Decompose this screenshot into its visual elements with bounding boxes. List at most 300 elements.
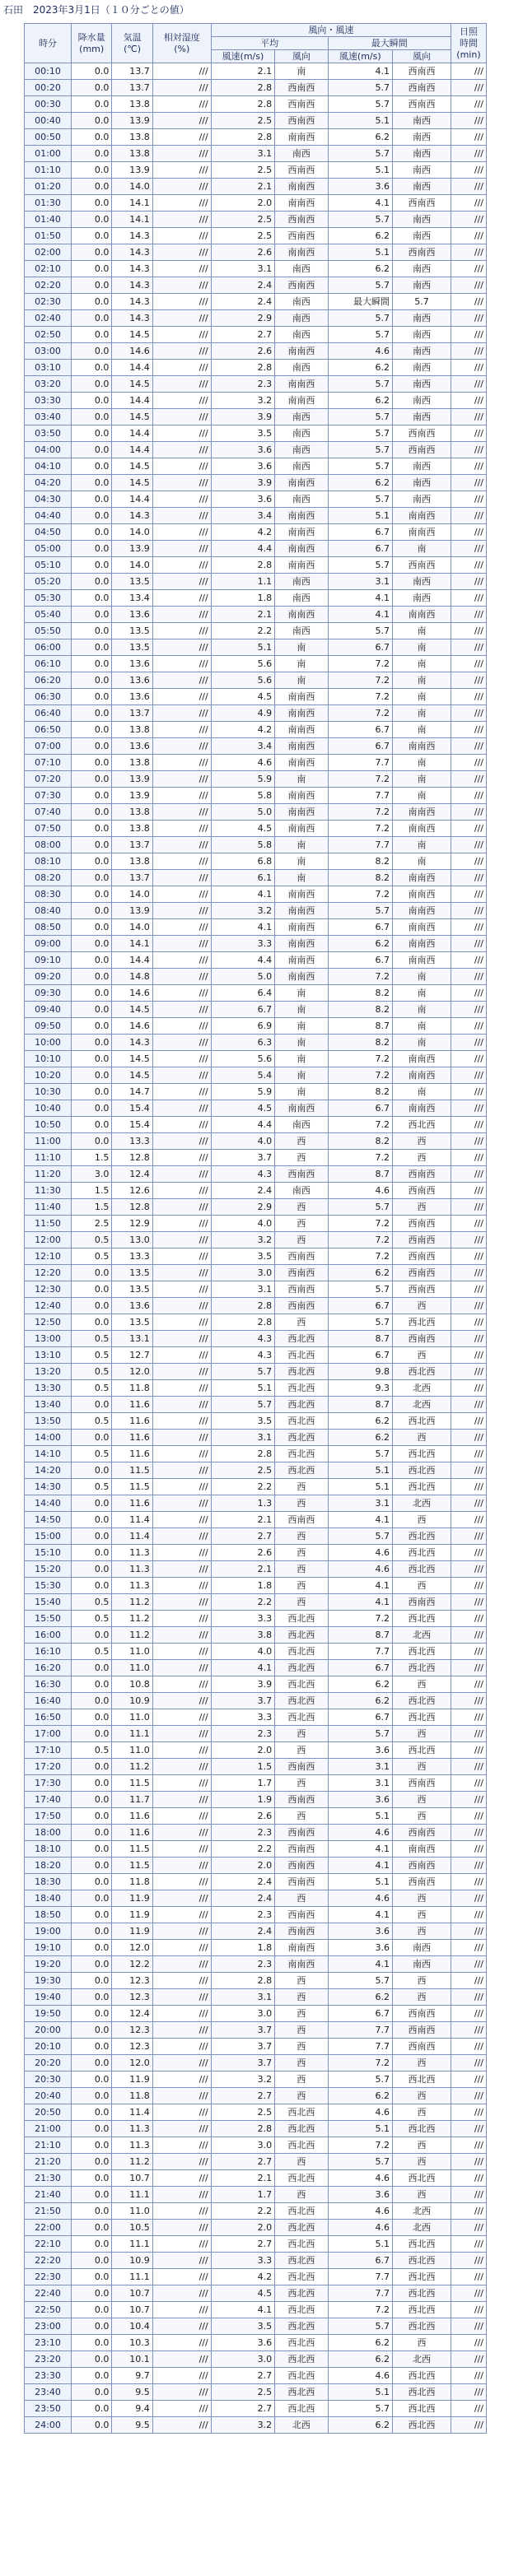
cell-time: 21:30 bbox=[25, 2170, 72, 2187]
cell-max-speed: 8.2 bbox=[328, 985, 392, 1002]
cell-precip: 0.0 bbox=[71, 738, 111, 755]
cell-avg-speed: 2.0 bbox=[211, 1858, 274, 1874]
cell-humidity: /// bbox=[152, 1314, 211, 1331]
cell-avg-dir: 南 bbox=[275, 1051, 328, 1067]
cell-avg-dir: 西南西 bbox=[275, 1281, 328, 1298]
cell-max-dir: 南南西 bbox=[393, 936, 451, 952]
cell-humidity: /// bbox=[152, 1825, 211, 1841]
cell-avg-speed: 2.6 bbox=[211, 244, 274, 261]
cell-max-dir: 南西 bbox=[393, 1956, 451, 1973]
cell-humidity: /// bbox=[152, 1627, 211, 1644]
cell-max-dir: 北西 bbox=[393, 1380, 451, 1397]
cell-max-speed: 8.7 bbox=[328, 1397, 392, 1413]
table-row bbox=[25, 1561, 487, 1578]
cell-time: 16:40 bbox=[25, 1693, 72, 1709]
cell-avg-dir: 西北西 bbox=[275, 1627, 328, 1644]
cell-temp: 11.2 bbox=[112, 1627, 152, 1644]
cell-avg-dir: 西北西 bbox=[275, 1446, 328, 1462]
cell-avg-dir: 西北西 bbox=[275, 1644, 328, 1660]
cell-max-dir: 南西 bbox=[393, 475, 451, 491]
cell-sunshine: /// bbox=[451, 113, 486, 129]
cell-precip: 0.5 bbox=[71, 1364, 111, 1380]
cell-max-speed: 4.1 bbox=[328, 63, 392, 80]
cell-max-dir: 西南西 bbox=[393, 1594, 451, 1611]
table-row bbox=[25, 343, 487, 360]
cell-sunshine: /// bbox=[451, 557, 486, 574]
cell-avg-dir: 西南西 bbox=[275, 80, 328, 96]
cell-time: 13:00 bbox=[25, 1331, 72, 1347]
cell-temp: 12.4 bbox=[112, 1166, 152, 1183]
cell-humidity: /// bbox=[152, 821, 211, 837]
cell-humidity: /// bbox=[152, 1792, 211, 1808]
cell-humidity: /// bbox=[152, 1973, 211, 1989]
cell-sunshine: /// bbox=[451, 1759, 486, 1775]
table-row bbox=[25, 2154, 487, 2170]
cell-avg-speed: 2.8 bbox=[211, 2121, 274, 2137]
cell-max-dir: 北西 bbox=[393, 2220, 451, 2236]
cell-humidity: /// bbox=[152, 2006, 211, 2022]
cell-precip: 0.0 bbox=[71, 212, 111, 228]
cell-max-dir: 南西 bbox=[393, 277, 451, 294]
cell-avg-dir: 南 bbox=[275, 1018, 328, 1035]
cell-time: 18:50 bbox=[25, 1907, 72, 1923]
cell-avg-speed: 6.3 bbox=[211, 1035, 274, 1051]
cell-sunshine: /// bbox=[451, 1594, 486, 1611]
cell-avg-dir: 西南西 bbox=[275, 1858, 328, 1874]
cell-precip: 0.0 bbox=[71, 969, 111, 985]
cell-time: 19:20 bbox=[25, 1956, 72, 1973]
cell-avg-speed: 4.3 bbox=[211, 1347, 274, 1364]
cell-precip: 0.0 bbox=[71, 2055, 111, 2071]
cell-avg-dir: 南 bbox=[275, 853, 328, 870]
table-row bbox=[25, 2384, 487, 2401]
cell-max-speed: 5.7 bbox=[328, 2154, 392, 2170]
cell-sunshine: /// bbox=[451, 1133, 486, 1150]
cell-humidity: /// bbox=[152, 179, 211, 195]
cell-temp: 11.3 bbox=[112, 2121, 152, 2137]
cell-humidity: /// bbox=[152, 409, 211, 425]
cell-max-dir: 西 bbox=[393, 1907, 451, 1923]
cell-max-speed: 6.2 bbox=[328, 936, 392, 952]
cell-avg-dir: 西 bbox=[275, 1808, 328, 1825]
cell-avg-speed: 3.3 bbox=[211, 936, 274, 952]
cell-sunshine: /// bbox=[451, 442, 486, 458]
cell-avg-speed: 4.0 bbox=[211, 1644, 274, 1660]
cell-precip: 0.0 bbox=[71, 1512, 111, 1528]
cell-temp: 13.3 bbox=[112, 1133, 152, 1150]
cell-sunshine: /// bbox=[451, 1940, 486, 1956]
cell-precip: 0.0 bbox=[71, 541, 111, 557]
table-row bbox=[25, 524, 487, 541]
cell-max-speed: 4.6 bbox=[328, 1561, 392, 1578]
cell-avg-dir: 西 bbox=[275, 2071, 328, 2088]
cell-avg-speed: 5.7 bbox=[211, 1397, 274, 1413]
cell-time: 15:50 bbox=[25, 1611, 72, 1627]
cell-max-dir: 南西 bbox=[393, 491, 451, 508]
cell-avg-dir: 南南西 bbox=[275, 804, 328, 821]
cell-humidity: /// bbox=[152, 2220, 211, 2236]
cell-avg-speed: 1.5 bbox=[211, 1759, 274, 1775]
cell-sunshine: /// bbox=[451, 1347, 486, 1364]
cell-temp: 12.2 bbox=[112, 1956, 152, 1973]
cell-avg-speed: 3.1 bbox=[211, 1989, 274, 2006]
cell-avg-speed: 2.2 bbox=[211, 1594, 274, 1611]
cell-temp: 11.6 bbox=[112, 1825, 152, 1841]
cell-humidity: /// bbox=[152, 1874, 211, 1890]
cell-temp: 13.0 bbox=[112, 1232, 152, 1248]
cell-max-speed: 7.7 bbox=[328, 2285, 392, 2302]
cell-avg-speed: 4.9 bbox=[211, 705, 274, 722]
cell-temp: 10.9 bbox=[112, 2253, 152, 2269]
cell-sunshine: /// bbox=[451, 277, 486, 294]
cell-avg-dir: 西南西 bbox=[275, 1923, 328, 1940]
cell-time: 19:10 bbox=[25, 1940, 72, 1956]
cell-avg-dir: 西北西 bbox=[275, 2170, 328, 2187]
cell-sunshine: /// bbox=[451, 244, 486, 261]
cell-max-dir: 南西 bbox=[393, 409, 451, 425]
cell-max-dir: 北西 bbox=[393, 1495, 451, 1512]
cell-avg-speed: 2.2 bbox=[211, 623, 274, 639]
cell-avg-dir: 西 bbox=[275, 1314, 328, 1331]
cell-time: 16:00 bbox=[25, 1627, 72, 1644]
cell-avg-dir: 西北西 bbox=[275, 2302, 328, 2318]
cell-sunshine: /// bbox=[451, 1890, 486, 1907]
cell-avg-dir: 西北西 bbox=[275, 1660, 328, 1676]
cell-humidity: /// bbox=[152, 541, 211, 557]
table-row bbox=[25, 1084, 487, 1100]
cell-precip: 0.0 bbox=[71, 1890, 111, 1907]
cell-avg-dir: 西南西 bbox=[275, 212, 328, 228]
cell-precip: 0.0 bbox=[71, 360, 111, 376]
cell-max-speed: 9.8 bbox=[328, 1364, 392, 1380]
cell-time: 21:20 bbox=[25, 2154, 72, 2170]
cell-sunshine: /// bbox=[451, 1825, 486, 1841]
cell-sunshine: /// bbox=[451, 1199, 486, 1216]
table-row bbox=[25, 1545, 487, 1561]
cell-avg-dir: 南西 bbox=[275, 409, 328, 425]
cell-avg-dir: 西 bbox=[275, 1232, 328, 1248]
cell-max-speed: 3.6 bbox=[328, 1923, 392, 1940]
cell-sunshine: /// bbox=[451, 1874, 486, 1890]
cell-temp: 14.1 bbox=[112, 195, 152, 212]
cell-humidity: /// bbox=[152, 1150, 211, 1166]
cell-sunshine: /// bbox=[451, 755, 486, 771]
header-precip bbox=[71, 24, 111, 63]
cell-humidity: /// bbox=[152, 936, 211, 952]
cell-humidity: /// bbox=[152, 343, 211, 360]
cell-humidity: /// bbox=[152, 277, 211, 294]
cell-avg-dir: 西南西 bbox=[275, 228, 328, 244]
cell-max-dir: 南西 bbox=[393, 393, 451, 409]
cell-sunshine: /// bbox=[451, 903, 486, 919]
cell-temp: 13.7 bbox=[112, 870, 152, 886]
cell-time: 11:10 bbox=[25, 1150, 72, 1166]
cell-avg-dir: 南南西 bbox=[275, 919, 328, 936]
cell-sunshine: /// bbox=[451, 590, 486, 607]
cell-avg-dir: 南南西 bbox=[275, 1940, 328, 1956]
table-row bbox=[25, 1611, 487, 1627]
cell-time: 13:20 bbox=[25, 1364, 72, 1380]
cell-avg-speed: 2.5 bbox=[211, 228, 274, 244]
cell-time: 04:20 bbox=[25, 475, 72, 491]
cell-precip: 0.0 bbox=[71, 689, 111, 705]
cell-avg-speed: 3.3 bbox=[211, 2253, 274, 2269]
cell-max-dir: 南西 bbox=[393, 310, 451, 327]
cell-time: 03:50 bbox=[25, 425, 72, 442]
cell-avg-dir: 西北西 bbox=[275, 2335, 328, 2351]
cell-sunshine: /// bbox=[451, 524, 486, 541]
cell-avg-speed: 2.7 bbox=[211, 2236, 274, 2253]
cell-time: 08:10 bbox=[25, 853, 72, 870]
cell-precip: 0.0 bbox=[71, 425, 111, 442]
cell-avg-speed: 3.2 bbox=[211, 1232, 274, 1248]
cell-max-speed: 6.2 bbox=[328, 393, 392, 409]
cell-temp: 14.3 bbox=[112, 244, 152, 261]
cell-avg-speed: 3.4 bbox=[211, 738, 274, 755]
cell-temp: 11.3 bbox=[112, 2137, 152, 2154]
table-row bbox=[25, 1479, 487, 1495]
table-row bbox=[25, 837, 487, 853]
cell-max-dir: 南南西 bbox=[393, 821, 451, 837]
cell-time: 16:50 bbox=[25, 1709, 72, 1726]
cell-precip: 0.5 bbox=[71, 1248, 111, 1265]
cell-precip: 0.0 bbox=[71, 919, 111, 936]
cell-avg-speed: 2.8 bbox=[211, 1314, 274, 1331]
cell-max-speed: 6.7 bbox=[328, 952, 392, 969]
cell-avg-speed: 5.8 bbox=[211, 788, 274, 804]
cell-precip: 0.5 bbox=[71, 1594, 111, 1611]
cell-max-dir: 南南西 bbox=[393, 1100, 451, 1117]
cell-max-speed: 7.2 bbox=[328, 804, 392, 821]
cell-max-dir: 南西 bbox=[393, 113, 451, 129]
cell-avg-dir: 西南西 bbox=[275, 1248, 328, 1265]
cell-humidity: /// bbox=[152, 1166, 211, 1183]
cell-temp: 11.4 bbox=[112, 1512, 152, 1528]
cell-precip: 0.0 bbox=[71, 1430, 111, 1446]
table-row bbox=[25, 969, 487, 985]
cell-precip: 0.0 bbox=[71, 162, 111, 179]
cell-avg-speed: 2.7 bbox=[211, 2368, 274, 2384]
table-row bbox=[25, 853, 487, 870]
cell-precip: 0.0 bbox=[71, 1561, 111, 1578]
cell-avg-dir: 南西 bbox=[275, 1183, 328, 1199]
cell-max-dir: 西南西 bbox=[393, 2039, 451, 2055]
cell-sunshine: /// bbox=[451, 360, 486, 376]
cell-precip: 0.0 bbox=[71, 310, 111, 327]
cell-sunshine: /// bbox=[451, 1084, 486, 1100]
cell-avg-speed: 3.7 bbox=[211, 1150, 274, 1166]
cell-temp: 11.9 bbox=[112, 2071, 152, 2088]
cell-max-speed: 7.2 bbox=[328, 771, 392, 788]
table-row bbox=[25, 623, 487, 639]
cell-max-dir: 南西 bbox=[393, 146, 451, 162]
cell-precip: 0.0 bbox=[71, 1314, 111, 1331]
cell-precip: 0.0 bbox=[71, 2088, 111, 2104]
cell-time: 08:30 bbox=[25, 886, 72, 903]
cell-temp: 14.4 bbox=[112, 442, 152, 458]
cell-precip: 0.0 bbox=[71, 705, 111, 722]
cell-sunshine: /// bbox=[451, 1446, 486, 1462]
cell-temp: 13.9 bbox=[112, 788, 152, 804]
cell-max-speed: 5.7 bbox=[328, 1314, 392, 1331]
cell-precip: 0.0 bbox=[71, 228, 111, 244]
cell-temp: 11.3 bbox=[112, 1545, 152, 1561]
cell-avg-speed: 3.2 bbox=[211, 2071, 274, 2088]
cell-precip: 0.0 bbox=[71, 1874, 111, 1890]
cell-precip: 0.0 bbox=[71, 327, 111, 343]
cell-max-dir: 西南西 bbox=[393, 195, 451, 212]
cell-time: 09:30 bbox=[25, 985, 72, 1002]
cell-max-speed: 6.2 bbox=[328, 228, 392, 244]
cell-precip: 0.0 bbox=[71, 2269, 111, 2285]
cell-precip: 0.0 bbox=[71, 179, 111, 195]
cell-max-speed: 6.2 bbox=[328, 2088, 392, 2104]
cell-avg-speed: 5.6 bbox=[211, 672, 274, 689]
cell-precip: 0.0 bbox=[71, 1775, 111, 1792]
cell-max-speed: 8.2 bbox=[328, 1002, 392, 1018]
cell-time: 04:40 bbox=[25, 508, 72, 524]
cell-precip: 0.0 bbox=[71, 2121, 111, 2137]
cell-max-speed: 4.6 bbox=[328, 343, 392, 360]
cell-avg-speed: 2.0 bbox=[211, 2220, 274, 2236]
cell-avg-speed: 4.5 bbox=[211, 689, 274, 705]
cell-sunshine: /// bbox=[451, 1183, 486, 1199]
cell-temp: 10.5 bbox=[112, 2220, 152, 2236]
cell-avg-speed: 2.1 bbox=[211, 63, 274, 80]
cell-temp: 12.0 bbox=[112, 1364, 152, 1380]
cell-time: 10:40 bbox=[25, 1100, 72, 1117]
cell-time: 11:30 bbox=[25, 1183, 72, 1199]
cell-precip: 0.0 bbox=[71, 1973, 111, 1989]
cell-precip: 0.0 bbox=[71, 1627, 111, 1644]
cell-max-dir: 北西 bbox=[393, 2203, 451, 2220]
cell-sunshine: /// bbox=[451, 1726, 486, 1742]
cell-max-speed: 5.1 bbox=[328, 1874, 392, 1890]
cell-precip: 0.0 bbox=[71, 623, 111, 639]
cell-humidity: /// bbox=[152, 1561, 211, 1578]
cell-temp: 13.8 bbox=[112, 755, 152, 771]
cell-temp: 14.5 bbox=[112, 1002, 152, 1018]
cell-avg-speed: 3.5 bbox=[211, 425, 274, 442]
cell-sunshine: /// bbox=[451, 96, 486, 113]
cell-avg-speed: 2.8 bbox=[211, 129, 274, 146]
cell-precip: 0.0 bbox=[71, 1281, 111, 1298]
cell-avg-dir: 南南西 bbox=[275, 179, 328, 195]
cell-time: 19:30 bbox=[25, 1973, 72, 1989]
cell-time: 03:40 bbox=[25, 409, 72, 425]
cell-precip: 0.0 bbox=[71, 903, 111, 919]
table-row bbox=[25, 1726, 487, 1742]
cell-max-dir: 西北西 bbox=[393, 1413, 451, 1430]
cell-time: 19:00 bbox=[25, 1923, 72, 1940]
cell-time: 00:20 bbox=[25, 80, 72, 96]
cell-avg-speed: 1.7 bbox=[211, 1775, 274, 1792]
cell-time: 15:20 bbox=[25, 1561, 72, 1578]
table-row bbox=[25, 195, 487, 212]
table-row bbox=[25, 409, 487, 425]
cell-avg-speed: 2.3 bbox=[211, 1907, 274, 1923]
cell-sunshine: /// bbox=[451, 837, 486, 853]
cell-avg-speed: 3.4 bbox=[211, 508, 274, 524]
table-row bbox=[25, 2318, 487, 2335]
cell-temp: 14.5 bbox=[112, 458, 152, 475]
cell-time: 02:40 bbox=[25, 310, 72, 327]
cell-humidity: /// bbox=[152, 1989, 211, 2006]
cell-temp: 14.6 bbox=[112, 1018, 152, 1035]
cell-sunshine: /// bbox=[451, 1660, 486, 1676]
cell-precip: 0.0 bbox=[71, 1298, 111, 1314]
cell-humidity: /// bbox=[152, 1479, 211, 1495]
cell-humidity: /// bbox=[152, 2104, 211, 2121]
cell-temp: 13.8 bbox=[112, 821, 152, 837]
cell-sunshine: /// bbox=[451, 2137, 486, 2154]
cell-sunshine: /// bbox=[451, 985, 486, 1002]
cell-temp: 14.5 bbox=[112, 327, 152, 343]
cell-humidity: /// bbox=[152, 1446, 211, 1462]
cell-sunshine: /// bbox=[451, 1232, 486, 1248]
cell-sunshine: /// bbox=[451, 1545, 486, 1561]
cell-precip: 0.0 bbox=[71, 2154, 111, 2170]
cell-max-dir: 西南西 bbox=[393, 1874, 451, 1890]
cell-temp: 12.9 bbox=[112, 1216, 152, 1232]
table-row bbox=[25, 2055, 487, 2071]
cell-temp: 13.8 bbox=[112, 804, 152, 821]
cell-avg-dir: 西 bbox=[275, 1989, 328, 2006]
cell-avg-dir: 西 bbox=[275, 1890, 328, 1907]
cell-avg-dir: 南南西 bbox=[275, 1100, 328, 1117]
cell-max-speed: 5.7 bbox=[328, 425, 392, 442]
table-row bbox=[25, 425, 487, 442]
cell-avg-dir: 南南西 bbox=[275, 689, 328, 705]
cell-sunshine: /// bbox=[451, 2285, 486, 2302]
table-row bbox=[25, 985, 487, 1002]
cell-max-dir: 西南西 bbox=[393, 557, 451, 574]
cell-max-speed: 7.2 bbox=[328, 1248, 392, 1265]
cell-max-dir: 西南西 bbox=[393, 2022, 451, 2039]
cell-time: 14:30 bbox=[25, 1479, 72, 1495]
cell-max-speed: 3.6 bbox=[328, 1792, 392, 1808]
cell-precip: 0.5 bbox=[71, 1611, 111, 1627]
cell-avg-dir: 南西 bbox=[275, 491, 328, 508]
cell-time: 23:30 bbox=[25, 2368, 72, 2384]
cell-avg-dir: 西 bbox=[275, 1495, 328, 1512]
cell-max-dir: 南南西 bbox=[393, 804, 451, 821]
cell-sunshine: /// bbox=[451, 2368, 486, 2384]
cell-avg-speed: 2.1 bbox=[211, 1512, 274, 1528]
cell-avg-dir: 南南西 bbox=[275, 393, 328, 409]
cell-time: 01:20 bbox=[25, 179, 72, 195]
cell-avg-speed: 2.2 bbox=[211, 1479, 274, 1495]
cell-humidity: /// bbox=[152, 2154, 211, 2170]
cell-time: 06:10 bbox=[25, 656, 72, 672]
cell-time: 13:30 bbox=[25, 1380, 72, 1397]
cell-humidity: /// bbox=[152, 788, 211, 804]
cell-sunshine: /// bbox=[451, 919, 486, 936]
cell-precip: 0.0 bbox=[71, 1792, 111, 1808]
cell-sunshine: /// bbox=[451, 1166, 486, 1183]
cell-avg-speed: 3.5 bbox=[211, 2318, 274, 2335]
cell-max-speed: 5.7 bbox=[328, 1726, 392, 1742]
cell-humidity: /// bbox=[152, 755, 211, 771]
cell-precip: 0.0 bbox=[71, 1726, 111, 1742]
cell-temp: 11.0 bbox=[112, 1660, 152, 1676]
cell-humidity: /// bbox=[152, 1331, 211, 1347]
cell-humidity: /// bbox=[152, 2121, 211, 2137]
cell-temp: 13.5 bbox=[112, 1265, 152, 1281]
cell-precip: 0.0 bbox=[71, 639, 111, 656]
cell-sunshine: /// bbox=[451, 2187, 486, 2203]
cell-precip: 0.0 bbox=[71, 1117, 111, 1133]
